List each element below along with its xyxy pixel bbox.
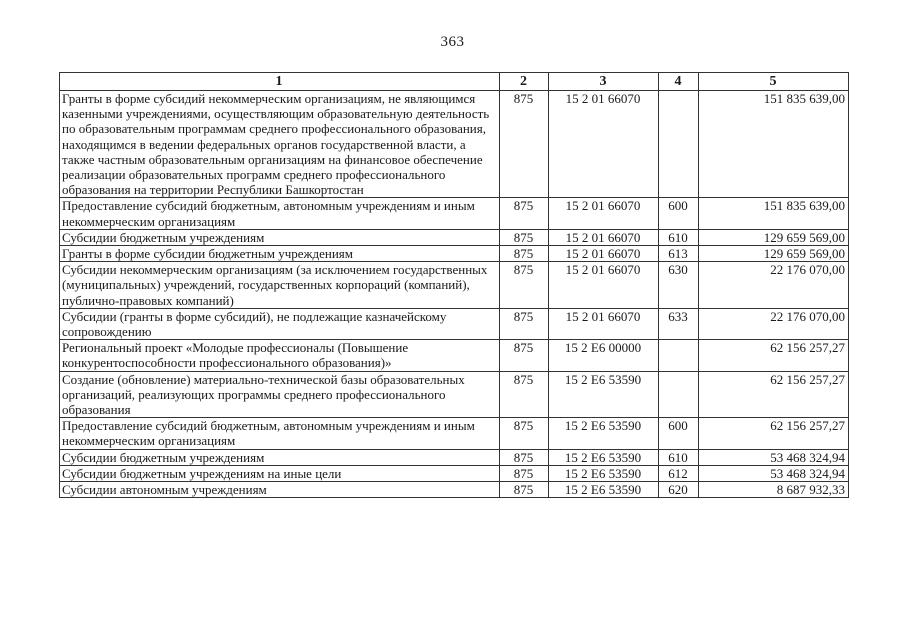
cell-type: 600 — [659, 198, 699, 229]
cell-target: 15 2 01 66070 — [549, 308, 659, 339]
cell-amount: 53 468 324,94 — [699, 449, 849, 465]
cell-ministry: 875 — [500, 482, 549, 498]
cell-ministry: 875 — [500, 465, 549, 481]
table-row — [60, 91, 849, 198]
table-row — [60, 262, 849, 309]
cell-ministry: 875 — [500, 340, 549, 371]
cell-name: Гранты в форме субсидий некоммерческим организациям, не являющимся казенными учреждениями, осуществляющим образовательную деятельность по образовательным программам среднего профессионального образования, находящимся в ведении федеральных органов государственной власти, а также частным образовательным организациям на финансовое обеспечение реализации образовательных программ среднего профессионального образования на территории Республики Башкортостан — [60, 91, 500, 198]
header-col-type: 4 — [659, 73, 699, 91]
table-row — [60, 482, 849, 498]
cell-type: 633 — [659, 308, 699, 339]
cell-target: 15 2 E6 53590 — [549, 465, 659, 481]
cell-type: 620 — [659, 482, 699, 498]
cell-target: 15 2 01 66070 — [549, 229, 659, 245]
cell-amount: 22 176 070,00 — [699, 262, 849, 309]
table-header — [60, 73, 849, 91]
cell-amount: 129 659 569,00 — [699, 246, 849, 262]
table-row — [60, 229, 849, 245]
cell-ministry: 875 — [500, 198, 549, 229]
table-row — [60, 340, 849, 371]
cell-ministry: 875 — [500, 262, 549, 309]
cell-target: 15 2 E6 53590 — [549, 418, 659, 449]
cell-ministry: 875 — [500, 418, 549, 449]
table-row — [60, 308, 849, 339]
cell-target: 15 2 E6 53590 — [549, 449, 659, 465]
header-col-name: 1 — [60, 73, 500, 91]
cell-type: 613 — [659, 246, 699, 262]
cell-name: Субсидии бюджетным учреждениям на иные цели — [60, 465, 500, 481]
table-row — [60, 246, 849, 262]
cell-target: 15 2 E6 53590 — [549, 482, 659, 498]
cell-type — [659, 91, 699, 198]
table-row — [60, 371, 849, 418]
cell-amount: 151 835 639,00 — [699, 91, 849, 198]
header-col-amount: 5 — [699, 73, 849, 91]
cell-name: Предоставление субсидий бюджетным, автономным учреждениям и иным некоммерческим организациям — [60, 418, 500, 449]
cell-amount: 62 156 257,27 — [699, 371, 849, 418]
cell-name: Создание (обновление) материально-технической базы образовательных организаций, реализующих программы среднего профессионального образования — [60, 371, 500, 418]
cell-type: 610 — [659, 229, 699, 245]
cell-name: Субсидии бюджетным учреждениям — [60, 229, 500, 245]
cell-ministry: 875 — [500, 371, 549, 418]
cell-amount: 62 156 257,27 — [699, 340, 849, 371]
cell-type: 600 — [659, 418, 699, 449]
cell-amount: 62 156 257,27 — [699, 418, 849, 449]
header-col-target: 3 — [549, 73, 659, 91]
cell-amount: 53 468 324,94 — [699, 465, 849, 481]
table-row — [60, 198, 849, 229]
cell-type — [659, 340, 699, 371]
cell-target: 15 2 01 66070 — [549, 198, 659, 229]
cell-target: 15 2 E6 53590 — [549, 371, 659, 418]
cell-name: Субсидии автономным учреждениям — [60, 482, 500, 498]
cell-ministry: 875 — [500, 308, 549, 339]
cell-type: 610 — [659, 449, 699, 465]
cell-ministry: 875 — [500, 91, 549, 198]
cell-type: 630 — [659, 262, 699, 309]
cell-name: Региональный проект «Молодые профессионалы (Повышение конкурентоспособности профессионального образования)» — [60, 340, 500, 371]
cell-ministry: 875 — [500, 449, 549, 465]
cell-target: 15 2 01 66070 — [549, 246, 659, 262]
cell-type: 612 — [659, 465, 699, 481]
cell-target: 15 2 E6 00000 — [549, 340, 659, 371]
table-row — [60, 418, 849, 449]
header-col-ministry: 2 — [500, 73, 549, 91]
cell-name: Субсидии бюджетным учреждениям — [60, 449, 500, 465]
cell-ministry: 875 — [500, 229, 549, 245]
cell-name: Субсидии (гранты в форме субсидий), не подлежащие казначейскому сопровождению — [60, 308, 500, 339]
cell-amount: 22 176 070,00 — [699, 308, 849, 339]
table-body — [60, 91, 849, 498]
cell-amount: 8 687 932,33 — [699, 482, 849, 498]
page-number: 363 — [440, 34, 465, 50]
cell-name: Субсидии некоммерческим организациям (за исключением государственных (муниципальных) учреждений, государственных корпораций (компаний), публично-правовых компаний) — [60, 262, 500, 309]
budget-table — [59, 72, 849, 498]
cell-target: 15 2 01 66070 — [549, 262, 659, 309]
table-row — [60, 465, 849, 481]
cell-type — [659, 371, 699, 418]
cell-ministry: 875 — [500, 246, 549, 262]
table-row — [60, 449, 849, 465]
cell-amount: 151 835 639,00 — [699, 198, 849, 229]
cell-name: Гранты в форме субсидии бюджетным учреждениям — [60, 246, 500, 262]
cell-target: 15 2 01 66070 — [549, 91, 659, 198]
header-row — [60, 73, 849, 91]
cell-amount: 129 659 569,00 — [699, 229, 849, 245]
cell-name: Предоставление субсидий бюджетным, автономным учреждениям и иным некоммерческим организациям — [60, 198, 500, 229]
